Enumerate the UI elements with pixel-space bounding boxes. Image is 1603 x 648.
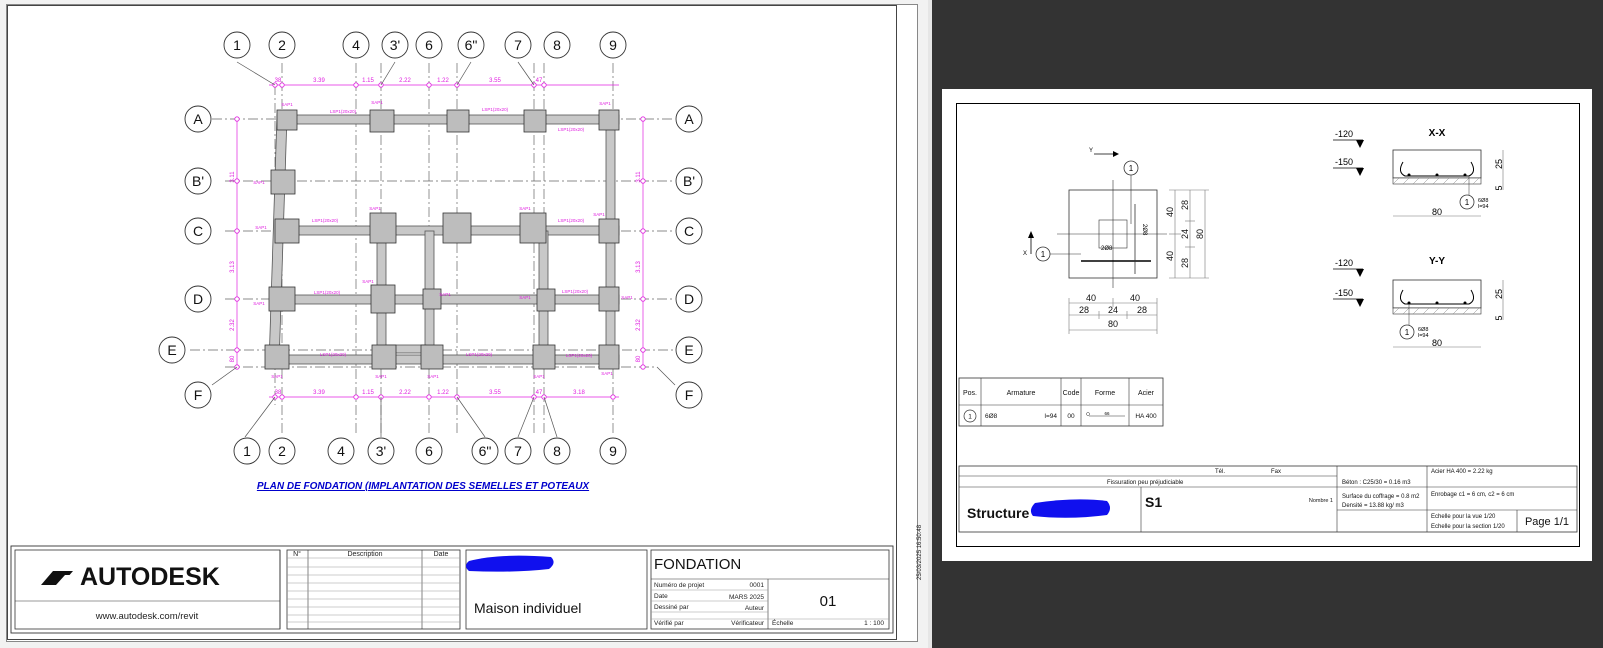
page-indicator: Page 1/1 [1524,516,1570,528]
viewer-divider[interactable] [928,0,932,648]
svg-text:E: E [684,342,694,358]
autodesk-wordmark: AUTODESK [80,563,220,591]
svg-text:SAP1: SAP1 [362,279,374,284]
svg-text:Acier: Acier [1138,390,1154,397]
svg-text:1: 1 [233,37,241,53]
svg-text:SAP1: SAP1 [519,206,531,211]
svg-text:8: 8 [553,443,561,459]
svg-text:9: 9 [609,443,617,459]
svg-text:Date: Date [654,593,668,600]
svg-text:F: F [193,387,203,403]
svg-text:2: 2 [278,37,286,53]
svg-text:A: A [684,111,694,127]
plan-title: PLAN DE FONDATION (IMPLANTATION DES SEMELLES ET POTEAUX [256,481,590,492]
svg-text:SAP1: SAP1 [253,301,265,306]
svg-text:3': 3' [389,37,401,53]
sheet-number: 01 [819,593,837,610]
svg-text:l=94: l=94 [1044,413,1057,420]
svg-text:Y-Y: Y-Y [1428,256,1446,267]
svg-text:25: 25 [1494,288,1504,300]
svg-text:LSP1(20x20): LSP1(20x20) [481,107,509,112]
svg-text:1: 1 [1464,198,1470,207]
svg-text:Fax: Fax [1271,469,1282,475]
svg-text:7: 7 [514,443,522,459]
svg-text:25: 25 [1494,158,1504,170]
svg-text:1.22: 1.22 [437,390,449,396]
svg-text:47: 47 [535,78,543,84]
svg-text:1: 1 [1040,250,1046,259]
detail-sheet[interactable] [956,103,1580,547]
svg-text:80: 80 [1431,207,1443,217]
svg-text:38: 38 [274,78,282,84]
redacted-name [1031,499,1110,517]
svg-text:SAP1: SAP1 [427,374,439,379]
svg-text:HA 400: HA 400 [1135,413,1157,420]
svg-text:3.55: 3.55 [489,390,501,396]
svg-text:SAP1: SAP1 [593,212,605,217]
svg-text:Forme: Forme [1094,390,1116,397]
svg-text:Echelle pour la section 1/20: Echelle pour la section 1/20 [1431,524,1505,530]
svg-text:l=94: l=94 [1418,333,1429,339]
svg-text:SAP1: SAP1 [599,101,611,106]
svg-text:2.32: 2.32 [230,319,236,331]
svg-text:X-X: X-X [1428,128,1446,139]
svg-text:SAP1: SAP1 [621,295,633,300]
svg-text:28: 28 [1078,305,1090,315]
svg-text:X: X [1023,251,1028,257]
section-xx [1333,128,1504,217]
svg-text:SAP1: SAP1 [369,206,381,211]
drawing-sheet[interactable] [6,4,918,642]
title-block [11,546,893,633]
project-name: Maison individuel [474,600,582,616]
svg-text:1: 1 [1404,328,1410,337]
sheet-viewer-right[interactable] [942,89,1592,561]
svg-text:6": 6" [478,443,492,459]
svg-text:3.39: 3.39 [313,78,325,84]
svg-text:80: 80 [636,355,642,363]
svg-text:LSP1(20x20): LSP1(20x20) [557,127,585,132]
structure-ref: S1 [1145,494,1163,510]
svg-text:6: 6 [425,443,433,459]
svg-text:66: 66 [1104,411,1110,416]
svg-text:1.15: 1.15 [362,78,374,84]
svg-text:5: 5 [1494,315,1504,321]
svg-text:LSP1(20x20): LSP1(20x20) [465,352,493,357]
svg-text:3.11: 3.11 [230,171,236,183]
sheet-name: FONDATION [654,556,742,573]
detail-cartouche [959,466,1577,532]
svg-text:Code: Code [1062,390,1080,397]
svg-text:2.32: 2.32 [636,319,642,331]
svg-text:E: E [167,342,177,358]
footing-plan-view [1023,148,1209,334]
svg-text:LSP1(20x20): LSP1(20x20) [561,289,589,294]
svg-text:6: 6 [425,37,433,53]
svg-text:6": 6" [464,37,478,53]
svg-text:Auteur: Auteur [744,605,764,612]
svg-text:80: 80 [1431,338,1443,348]
svg-text:1 : 100: 1 : 100 [864,620,884,627]
svg-text:Vérifié par: Vérifié par [654,620,684,627]
svg-text:8: 8 [553,37,561,53]
svg-text:5: 5 [1494,185,1504,191]
svg-text:2: 2 [278,443,286,459]
svg-text:F: F [684,387,694,403]
svg-text:24: 24 [1180,228,1190,240]
svg-text:B': B' [682,173,696,189]
print-timestamp: 25/03/2025 16:50:48 [917,524,923,580]
svg-text:SAP1: SAP1 [533,374,545,379]
svg-text:LSP1(20x20): LSP1(20x20) [557,218,585,223]
svg-text:D: D [683,291,695,307]
svg-text:SAP1: SAP1 [255,225,267,230]
svg-text:3.11: 3.11 [636,171,642,183]
svg-text:24: 24 [1107,305,1119,315]
svg-text:MARS 2025: MARS 2025 [728,594,764,601]
svg-text:Béton : C25/30 = 0.16 m3: Béton : C25/30 = 0.16 m3 [1342,480,1411,486]
svg-text:l=94: l=94 [1478,204,1489,210]
grid-bubbles-bottom [234,438,626,464]
svg-text:00: 00 [1067,413,1075,420]
svg-text:1: 1 [243,443,251,459]
svg-text:Surface du coffrage = 0.8 m2: Surface du coffrage = 0.8 m2 [1342,494,1420,500]
svg-text:LSP1(20x20): LSP1(20x20) [313,290,341,295]
foundation-plan-drawing [7,5,917,641]
svg-text:28: 28 [1180,199,1190,211]
svg-text:3': 3' [375,443,387,459]
svg-text:0001: 0001 [749,582,764,589]
svg-text:4: 4 [352,37,360,53]
svg-text:Enrobage c1 = 6 cm, c2 = 6 c: Enrobage c1 = 6 cm, c2 = 6 cm [1431,492,1515,498]
svg-text:C: C [192,223,204,239]
svg-text:80: 80 [230,355,236,363]
svg-text:-150: -150 [1335,288,1354,298]
svg-text:SAP1: SAP1 [371,100,383,105]
svg-text:1: 1 [968,413,972,421]
svg-text:3.55: 3.55 [489,78,501,84]
footing-detail-drawing [957,104,1579,546]
svg-text:6Ø8: 6Ø8 [985,413,998,420]
svg-text:6Ø8: 6Ø8 [1478,198,1489,204]
svg-text:Echelle pour la vue 1/20: Echelle pour la vue 1/20 [1431,514,1496,520]
svg-text:1: 1 [1128,164,1134,173]
svg-text:Armature: Armature [1006,390,1036,397]
svg-text:28: 28 [1180,257,1190,269]
section-yy [1333,256,1504,348]
svg-text:Acier HA 400 = 2.22 kg: Acier HA 400 = 2.22 kg [1431,469,1493,475]
svg-text:Vérificateur: Vérificateur [731,620,764,627]
svg-text:Fissuration peu préjudiciable: Fissuration peu préjudiciable [1107,480,1184,486]
svg-text:40: 40 [1085,293,1097,303]
svg-text:2.22: 2.22 [399,78,411,84]
rev-header-no: N° [293,551,301,558]
autodesk-url: www.autodesk.com/revit [95,611,199,622]
svg-text:47: 47 [535,390,543,396]
svg-text:4: 4 [337,443,345,459]
svg-text:-150: -150 [1335,157,1354,167]
svg-text:3.39: 3.39 [313,390,325,396]
svg-text:SAP1: SAP1 [271,374,283,379]
svg-text:1.22: 1.22 [437,78,449,84]
svg-text:38: 38 [274,390,282,396]
svg-text:28: 28 [1136,305,1148,315]
svg-text:Dessiné par: Dessiné par [654,604,689,611]
svg-text:40: 40 [1129,293,1141,303]
svg-text:A: A [193,111,203,127]
svg-text:1.15: 1.15 [362,390,374,396]
svg-text:SAP1: SAP1 [439,292,451,297]
rev-header-date: Date [433,551,449,558]
svg-text:9: 9 [609,37,617,53]
svg-text:80: 80 [1195,228,1205,240]
svg-text:2Ø8: 2Ø8 [1101,246,1113,252]
svg-text:D: D [192,291,204,307]
svg-text:3.13: 3.13 [636,261,642,273]
svg-text:Pos.: Pos. [962,390,978,397]
svg-text:LSP1(20x20): LSP1(20x20) [319,352,347,357]
svg-text:3.18: 3.18 [573,390,585,396]
svg-text:Numéro de projet: Numéro de projet [654,582,705,589]
rev-header-description: Description [347,551,383,558]
svg-text:-120: -120 [1335,129,1354,139]
svg-text:2Ø8: 2Ø8 [1141,224,1147,236]
svg-text:SAP1: SAP1 [375,374,387,379]
svg-text:B': B' [191,173,205,189]
bar-schedule [959,378,1163,426]
svg-text:3.13: 3.13 [230,261,236,273]
svg-text:80: 80 [1107,319,1119,329]
svg-text:SAP1: SAP1 [281,102,293,107]
svg-text:-120: -120 [1335,258,1354,268]
grid-bubbles-top [224,32,626,58]
svg-text:40: 40 [1165,250,1175,262]
svg-text:2.22: 2.22 [399,390,411,396]
footings [265,110,619,369]
svg-text:Nombre 1: Nombre 1 [1308,498,1333,504]
svg-text:SAP1: SAP1 [601,371,613,376]
svg-text:Densité = 13.88 kg/ m3: Densité = 13.88 kg/ m3 [1342,503,1404,509]
svg-text:LSP1(20x20): LSP1(20x20) [311,218,339,223]
svg-text:Tél.: Tél. [1215,469,1226,475]
structure-label: Structure [967,505,1030,521]
svg-text:6Ø8: 6Ø8 [1418,327,1429,333]
svg-text:SAP1: SAP1 [253,180,265,185]
svg-text:SAP1: SAP1 [519,295,531,300]
svg-text:7: 7 [514,37,522,53]
svg-text:LSP1(20x20): LSP1(20x20) [329,109,357,114]
svg-text:LSP1(20x20): LSP1(20x20) [565,353,593,358]
svg-text:C: C [683,223,695,239]
svg-text:Y: Y [1089,148,1094,154]
svg-text:Échelle: Échelle [772,620,794,627]
svg-text:40: 40 [1165,206,1175,218]
